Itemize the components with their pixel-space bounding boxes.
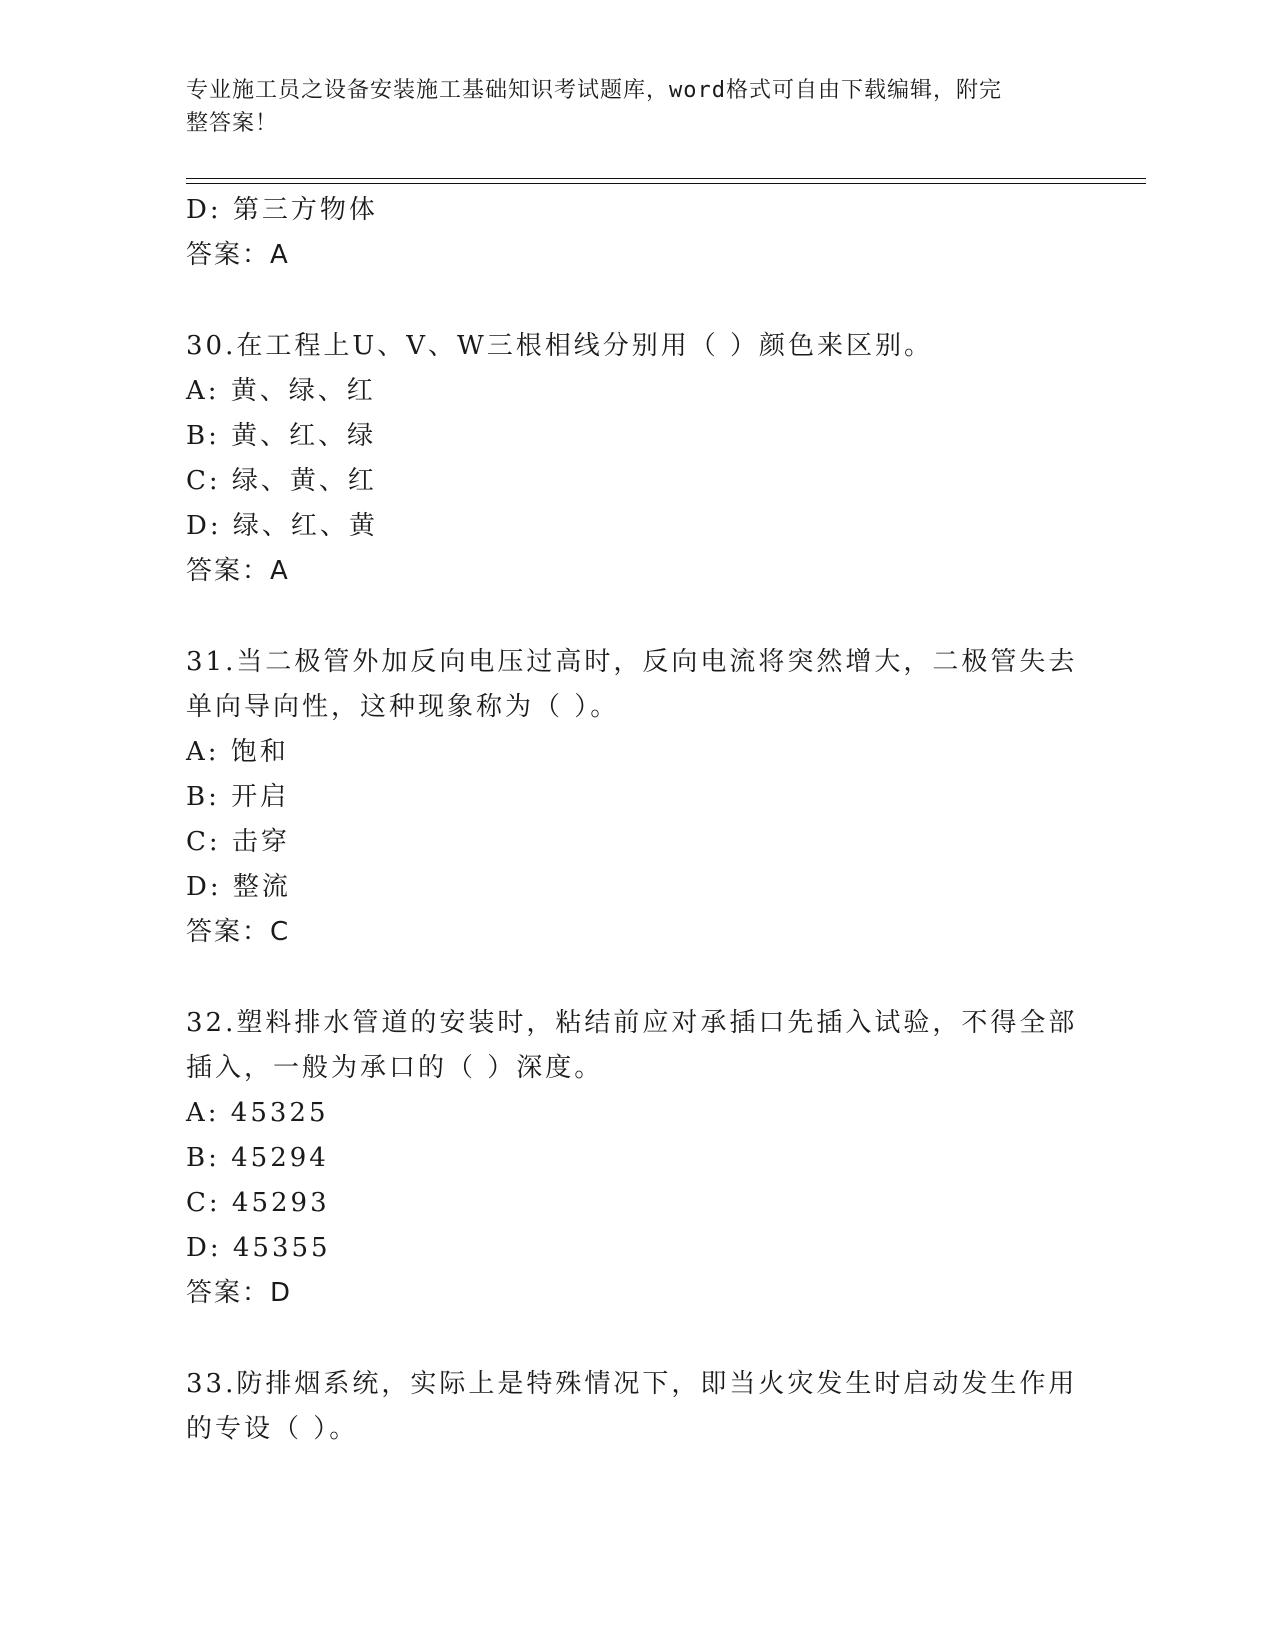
question-text-continued: 插入，一般为承口的（ ）深度。: [186, 1053, 604, 1083]
option-d: D: 整流: [186, 872, 291, 902]
option-b: B: 开启: [186, 782, 290, 812]
option-c: C: 45293: [186, 1188, 330, 1218]
question-list: [186, 188, 1086, 1452]
option-d: D: 45355: [186, 1233, 331, 1263]
header-divider-top: [186, 178, 1146, 179]
question-text-continued: 单向导向性，这种现象称为（ ）。: [186, 692, 620, 722]
question-text: 32.塑料排水管道的安装时，粘结前应对承插口先插入试验，不得全部: [186, 1008, 1078, 1038]
option-d: D: 第三方物体: [186, 195, 378, 225]
question-33: [186, 1362, 1086, 1452]
question-text: 31.当二极管外加反向电压过高时，反向电流将突然增大，二极管失去: [186, 647, 1078, 677]
option-a: A: 饱和: [186, 737, 289, 767]
option-a: A: 45325: [186, 1098, 329, 1128]
answer-line: 答案：C: [186, 917, 291, 947]
option-a: A: 黄、绿、红: [186, 376, 376, 406]
option-c: C: 击穿: [186, 827, 290, 857]
option-b: B: 45294: [186, 1143, 329, 1173]
question-text-continued: 的专设（ ）。: [186, 1414, 359, 1444]
option-c: C: 绿、黄、红: [186, 466, 377, 496]
header-line-1: 专业施工员之设备安装施工基础知识考试题库，word格式可自由下载编辑，附完: [186, 78, 1002, 103]
question-32: [186, 1001, 1086, 1316]
answer-line: 答案：A: [186, 240, 290, 270]
answer-line: 答案：A: [186, 556, 290, 586]
document-header: [186, 74, 1066, 140]
option-b: B: 黄、红、绿: [186, 421, 377, 451]
spacer: [186, 594, 1086, 640]
question-text: 33.防排烟系统，实际上是特殊情况下，即当火灾发生时启动发生作用: [186, 1369, 1078, 1399]
header-divider-bottom: [186, 183, 1146, 184]
question-30: [186, 324, 1086, 594]
option-d: D: 绿、红、黄: [186, 511, 378, 541]
spacer: [186, 278, 1086, 324]
question-text: 30.在工程上U、V、W三根相线分别用（ ）颜色来区别。: [186, 331, 934, 361]
header-line-2: 整答案！: [186, 111, 279, 136]
spacer: [186, 955, 1086, 1001]
question-31: [186, 640, 1086, 955]
spacer: [186, 1316, 1086, 1362]
answer-line: 答案：D: [186, 1278, 293, 1308]
